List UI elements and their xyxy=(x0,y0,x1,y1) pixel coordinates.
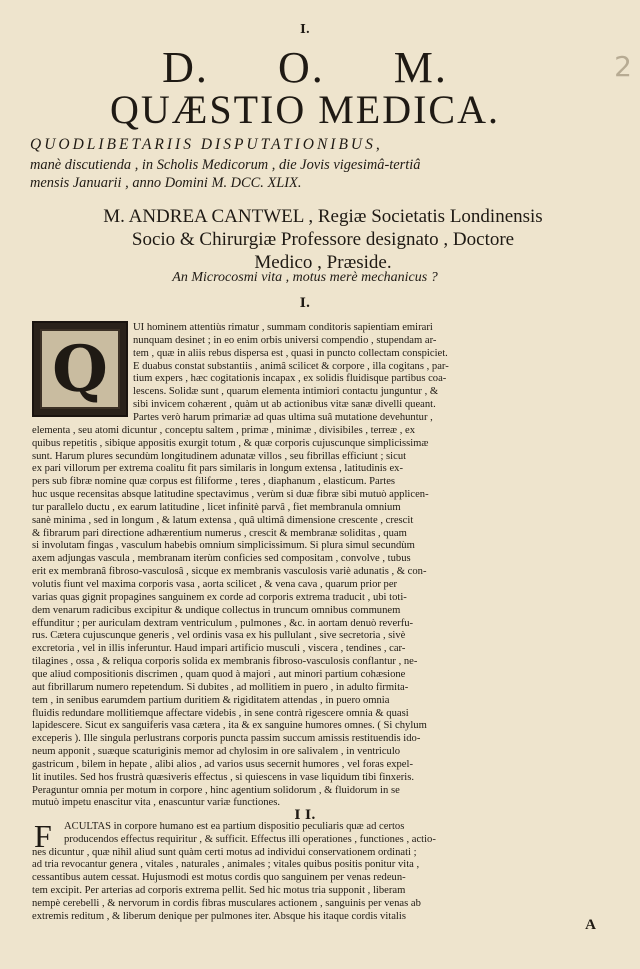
pencil-mark: 2 xyxy=(614,50,632,83)
subtitle-line: QUODLIBETARIIS DISPUTATIONIBUS, xyxy=(30,136,383,153)
text-line: gastricum , bilem in hepate , alibi alios , ad varios usus secernit humores , vel foras expel- xyxy=(32,758,413,770)
section-number: I. xyxy=(299,296,311,311)
text-line: excretoria , vel in illis inferuntur. Haud impari artificio musculi , viscera , tendines , car- xyxy=(32,643,406,655)
text-line: quibus repetitis , sibique appositis exurgit totum , & quæ corporis cujuscunque simplicissimæ xyxy=(32,437,429,449)
text-line: pers sub fibræ nomine quæ corpus est filiforme , teres , diaphanum , elasticum. Partes xyxy=(32,476,396,488)
page-title: QUÆSTIO MEDICA. xyxy=(110,87,500,132)
thesis-question: An Microcosmi vita , motus merè mechanicus ? xyxy=(172,270,438,285)
text-line: tem excipit. Per arterias ad corporis extrema pellit. Sed hic motus tria supponit , liberam xyxy=(32,885,406,896)
text-line: producendos effectus requiritur , & sufficit. Effectus illi operationes , functiones , actio- xyxy=(64,833,436,845)
dropcap-ornament xyxy=(32,321,128,417)
text-line: Partes verò harum primariæ ad quas ultima suâ mutatione devehuntur , xyxy=(133,411,433,423)
text-line: E duabus constat substantiis , animâ scilicet & corpore , illa cogitans , par- xyxy=(133,360,449,372)
section-number: I I. xyxy=(294,808,316,823)
text-line: ad tria revocantur genera , vitales , naturales , animales ; vitales quibus positis ponitur vita , xyxy=(32,859,420,871)
text-line: nunquam desinet ; in eo enim orbis universi compendio , stupendam ar- xyxy=(133,334,437,346)
text-line: neum apponit , suæque scaturiginis memor ad chylosim in ore salivalem , in ventriculo xyxy=(32,746,401,758)
text-line: nes dicuntur , quæ nihil aliud sunt quàm certi motus ad individui conservationem ordinati ; xyxy=(32,846,417,858)
text-line: ACULTAS in corpore humano est ea partium dispositio peculiaris quæ ad certos xyxy=(64,821,405,832)
text-line: sibi invicem cohærent , quàm ut ab actionibus vitæ sanæ divelli queant. xyxy=(133,399,436,411)
text-line: tium expers , hæc cogitationis incapax , ex solidis fluidisque partibus coa- xyxy=(133,373,447,385)
section-capital: F xyxy=(34,818,52,854)
text-line: extremis reditum , & liberum denique per pulmones iter. Absque his itaque cordis vitalis xyxy=(32,910,406,922)
text-line: rus. Cætera cujuscunque generis , vel ordinis vasa ex his pullulant , sive secretoria , sivè xyxy=(32,630,406,642)
text-line: tur parallelo ductu , ex earum latitudine , licet infinitè parvâ , fiet membranula omnium xyxy=(32,501,401,513)
text-line: sanè minima , sed in longum , & latum extensa , quâ ultimâ dimensione crescente , crescit xyxy=(32,514,414,526)
text-line: nempè cerebelli , & nervorum in cordis fibras musculares actionem , sanguinis per venas ab xyxy=(32,897,421,909)
dom-letter: D. xyxy=(162,43,209,92)
dom-letter: O. xyxy=(277,43,325,92)
praeses-line: Socio & Chirurgiæ Professore designato , Doctore xyxy=(131,229,515,250)
subtitle-line: mensis Januarii , anno Domini M. DCC. XLIX. xyxy=(30,175,302,191)
text-line: lescens. Solidæ sunt , quarum elementa intimiori contactu junguntur , & xyxy=(133,386,439,398)
praeses-line: Medico , Præside. xyxy=(254,252,392,273)
dom-letter: M. xyxy=(393,43,448,92)
text-line: dem venarum radicibus excipitur & undique collectus in truncum omnibus communem xyxy=(32,604,401,616)
text-line: tem , quæ in aliis rebus dispersa est , quasi in puncto collectam conspiciet. xyxy=(133,347,448,359)
text-line: elementa , seu atomi dicuntur , conceptu saltem , primæ , minimæ , divisibiles , terreæ , ex xyxy=(32,424,416,436)
text-line: effunditur ; per auriculam dextram ventriculum , pulmones , &c. in aortam denuò reverfu- xyxy=(32,617,414,629)
catchword: A xyxy=(585,917,596,933)
text-line: ex pari villorum per extrema coalitu fit pars similaris in longum extensa , latitudinis ex- xyxy=(32,463,403,475)
text-line: lapidescere. Sicut ex sanguiferis vasa cætera , ita & ex sanguine humores omnes. ( Si chylum xyxy=(32,720,427,732)
text-line: & fibrarum pari directione adhærentium numerus , crescit & membranæ soliditas , quam xyxy=(32,527,407,539)
text-line: que aliud compositionis discrimen , quam quod à majori , aut minori partium cohæsione xyxy=(32,668,406,680)
text-line: volutis fiunt vel maxima corporis vasa , aorta scilicet , & vena cava , quarum prior per xyxy=(32,579,398,590)
text-line: aut fibrillarum numero repetendum. Si dubites , ad mollitiem in puero , in adulto firmita- xyxy=(32,681,409,693)
text-line: varias quas gignit propagines sanguinem ex corde ad corporis extrema traducit , ubi toti- xyxy=(32,591,407,603)
text-line: huc usque recensitas absque latitudine spectavimus , verùm si duæ fibræ sibi mutuò applicen- xyxy=(32,489,429,501)
dropcap-letter: Q xyxy=(40,329,120,409)
text-line: fluidis redundare mollitiemque affectare videbis , in sene contrà rigescere omnia & quasi xyxy=(32,707,409,719)
text-line: tem , in senibus earumdem partium duritiem & rigiditatem attendas , in puero omnia xyxy=(32,694,390,706)
text-line: mutuò impetu enascitur vita , enascuntur variæ functiones. xyxy=(32,797,281,809)
text-line: tilagines , ossa , & reliqua corporis solida ex membranis fibroso-vasculosis conflantur , ne- xyxy=(32,656,418,668)
folio-number: I. xyxy=(300,22,310,36)
text-line: si involutam fingas , vasculum habebis omnium simplicissimum. Si plura simul secundùm xyxy=(32,540,415,552)
text-line: cessantibus autem cessat. Hujusmodi est motus cordis quo sanguinem per venas redeun- xyxy=(32,872,406,884)
text-line: axem adjungas vascula , membranam iterùm conficies sed compositam , convolve , tubus xyxy=(32,553,411,565)
praeses-line: M. ANDREA CANTWEL , Regiæ Societatis Londinensis xyxy=(103,206,543,227)
text-line: sunt. Harum plures secundùm longitudinem adunatæ villos , seu fibrillas efficiunt ; sicut xyxy=(32,450,407,462)
text-line: erit ex membranâ fibroso-vasculosâ , sicque ex membranis vasculosis variè adunatis , & con- xyxy=(32,566,427,578)
text-line: Peraguntur omnia per motum in corpore , hinc agentium solidorum , & fluidorum in se xyxy=(32,784,400,796)
text-line: exceperis ). Ille singula perlustrans corporis puncta passim succum amissis restituendis ido- xyxy=(32,733,421,745)
subtitle-line: manè discutienda , in Scholis Medicorum , die Jovis vigesimâ-tertiâ xyxy=(30,157,421,173)
text-line: lit inutiles. Sed hos frustrà quæsiveris effectus , si quiescens in vase liquidum tibi finxeris. xyxy=(32,771,415,783)
text-line: UI hominem attentiùs rimatur , summam conditoris sapientiam emirari xyxy=(133,322,433,333)
